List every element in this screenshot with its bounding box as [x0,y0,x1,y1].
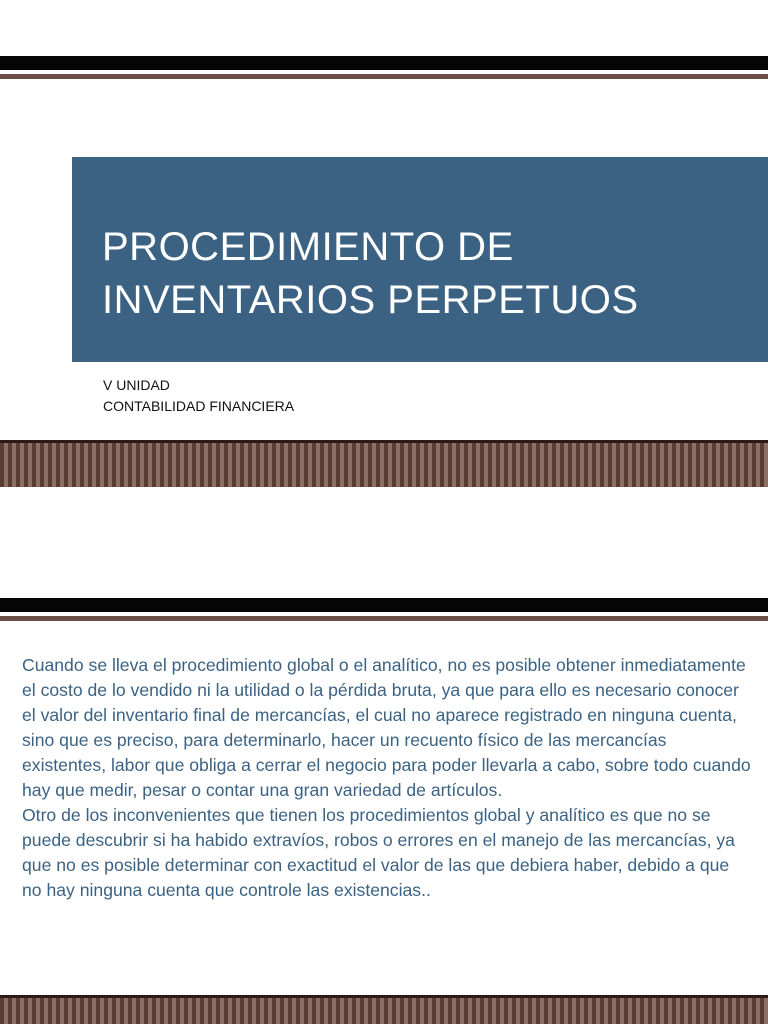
title-box [72,157,768,362]
subtitle-line-2: CONTABILIDAD FINANCIERA [103,398,295,414]
subtitle-line-1: V UNIDAD [103,377,170,393]
slide-title-heading [102,221,742,327]
top-black-bar [0,56,768,70]
slide-content [0,487,768,1024]
slide-title [0,0,768,487]
top-brown-bar [0,74,768,79]
bottom-striped-band [0,998,768,1024]
slide-subtitle [103,375,294,417]
title-line-2: INVENTARIOS PERPETUOS [102,278,639,322]
content-black-bar [0,598,768,612]
striped-band [0,443,768,487]
content-brown-bar [0,616,768,621]
paragraph-2: Otro de los inconvenientes que tienen los procedimientos global y analítico es que no se puede descubrir si ha habido extravíos, robos o errores en el manejo de las mercancías, ya que no es posible determinar con exactitud el valor de las que debiera haber, debido a que no hay ninguna cuenta que controle las existencias.. [22,805,735,900]
title-line-1: PROCEDIMIENTO DE [102,225,514,269]
content-body [22,653,752,903]
paragraph-1: Cuando se lleva el procedimiento global o el analítico, no es posible obtener inmediatamente el costo de lo vendido ni la utilidad o la pérdida bruta, ya que para ello es necesario conocer el valor del inventario final de mercancías, el cual no aparece registrado en ninguna cuenta, sino que es preciso, para determinarlo, hacer un recuento físico de las mercancías existentes, labor que obliga a cerrar el negocio para poder llevarla a cabo, sobre todo cuando hay que medir, pesar o contar una gran variedad de artículos. [22,655,751,800]
